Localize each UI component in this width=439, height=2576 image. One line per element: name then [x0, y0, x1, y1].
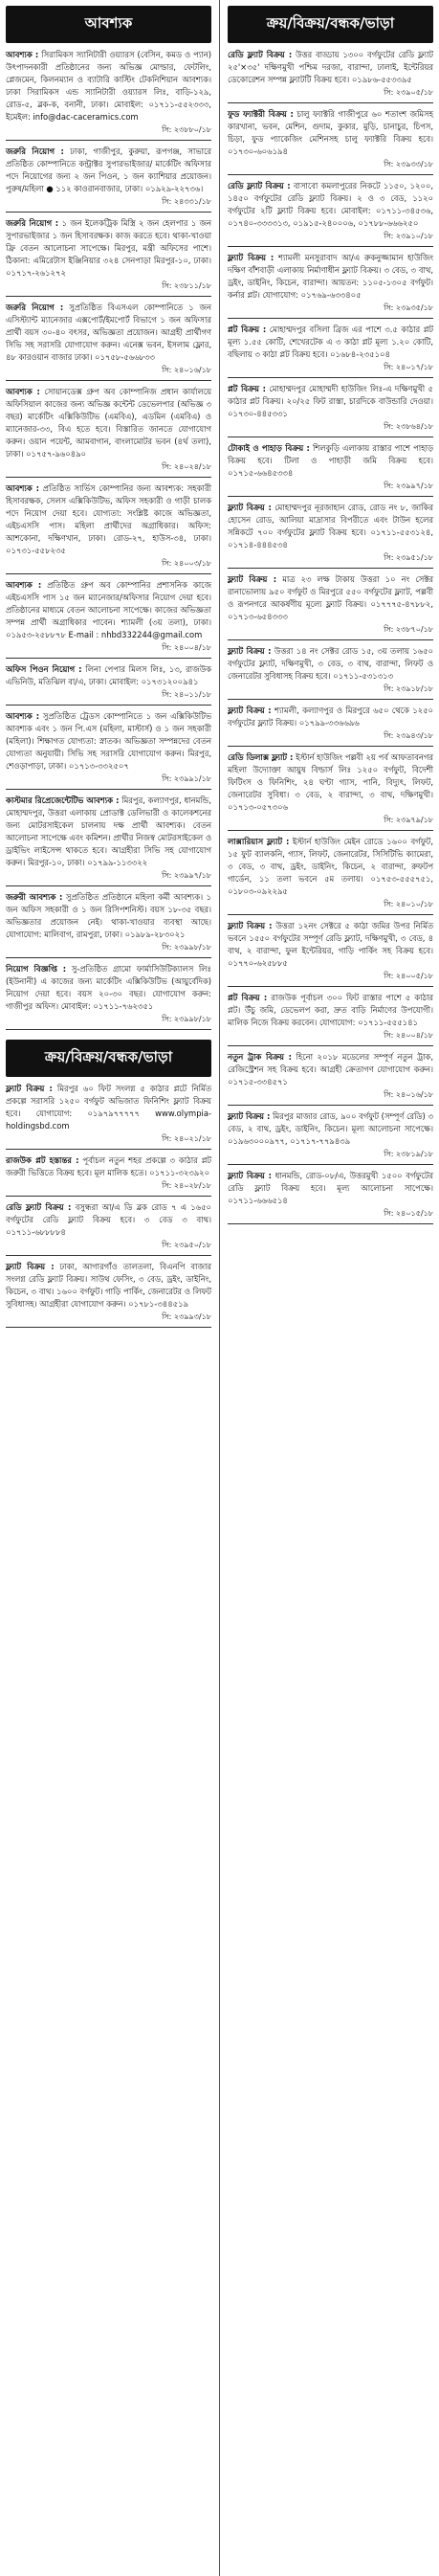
- classified-ad: [228, 383, 433, 437]
- ad-heading: জরুরি নিয়োগ :: [6, 218, 59, 228]
- ad-separator: [228, 699, 433, 700]
- ad-body: সু-প্রতিষ্ঠিত গ্রামো ফার্মাসিউটিক্যালস লিঃ (ইউনানী) এ কাজের জন্য মার্কেটিং এক্সিকিউটিভ (আয়ুর্বেদিক) নিয়োগ দেয়া হবে। বয়স ২০-৩০ বছর। যোগাযোগ করুন: গাজীপুর অফিস। মোবাইল: ০১৭১১-৭৬২৩৫১: [6, 964, 211, 1011]
- ad-heading: ফ্ল্যাট বিক্রয় :: [228, 503, 272, 512]
- buy-sell-ads-list-left: [6, 1083, 211, 1328]
- ad-separator: [6, 212, 211, 213]
- ad-text: [228, 705, 433, 729]
- ad-code: সি: ২৩৯১০/১৮: [384, 232, 433, 240]
- classified-ad: [6, 482, 211, 574]
- ad-body: রাজউক পূর্বাচল ৩০০ ফিট রাস্তার পাশে ৫ কাঠার প্লট। উঁচু জমি, ডেভেলপ করা, দ্রুত বাড়ি নির্মাণের উপযোগী। মালিক নিজে বিক্রয় করবেন। যোগাযোগ: ০১৭১১-৫৫৫১৪১: [228, 993, 433, 1027]
- ad-text: [228, 751, 433, 814]
- section-header-buy-sell-right: ক্রয়/বিক্রয়/বন্ধক/ভাড়া: [228, 6, 433, 43]
- ad-separator: [6, 380, 211, 381]
- ad-code: সি: ২৩৯৯৭/১৮: [162, 871, 211, 880]
- ad-separator: [228, 496, 433, 497]
- ad-heading: আবশ্যক :: [6, 50, 39, 59]
- classified-ad: [6, 217, 211, 297]
- ad-text: [228, 252, 433, 302]
- ad-separator: [6, 957, 211, 958]
- classified-ad: [228, 1110, 433, 1165]
- ad-text: [228, 49, 433, 86]
- classified-ad: [228, 49, 433, 103]
- ad-heading: আবশ্যক :: [6, 483, 39, 493]
- classified-ad: [228, 442, 433, 497]
- ad-code: সি: ২৪০১৬/১৮: [384, 1090, 433, 1099]
- ad-code: সি: ২৪০১৫/১৮: [384, 1209, 433, 1218]
- ad-body: প্রতিষ্ঠিত গ্রুপ অব কোম্পানির প্রশাসনিক কাজে এইচএসসি পাস ১৫ জন ম্যানেজার/অফিসার নিয়োগ দেয়া হবে। প্রতিষ্ঠানের মাধ্যমে বেতন আলোচনা সাপেক্ষে। কাজের অভিজ্ঞতা সম্পন্ন প্রার্থী অগ্রাধিকার পাবেন। শ্যামলী (৩য় তলা), ঢাকা। ০১৯৫৩-২৫৮৮৭৮ E-mail : nhbd332244@gmail.com: [6, 580, 211, 639]
- ad-heading: জরুরি নিয়োগ :: [6, 146, 64, 156]
- ad-code: সি: ২৩৯৩৫/১৮: [384, 303, 433, 312]
- ad-separator: [228, 830, 433, 831]
- ad-separator: [6, 789, 211, 790]
- ad-body: ইস্টার্ন হাউজিং মেইন রোডে ১৬০০ বর্গফুট, ১৫ ফুট ব্যালকনি, গ্যাস, লিফট, জেনারেটর, সিসিটিভি ক্যামেরা, ৩ বেড, ৩ বাথ, ড্রইং, ডাইনিং, কিচেন, ২ বারান্দা, রুফটপ গার্ডেন, ১১ তলা ভবনে ৫ম তলায়। ০১৭৫৩-৫৫৫৭৫১, ০১৮০৩-০৯২২৯৫: [228, 837, 433, 896]
- ad-code: সি: ২৪০১১/১৮: [162, 690, 211, 699]
- ad-text: [228, 383, 433, 420]
- ad-heading: ফ্ল্যাট বিক্রয় :: [6, 1262, 55, 1271]
- ad-text: [228, 1170, 433, 1207]
- classified-ad: [6, 146, 211, 213]
- ad-heading: ফ্ল্যাট বিক্রয় :: [228, 646, 272, 656]
- ad-code: সি: ২৪০০৪/১৮: [162, 643, 211, 652]
- ad-text: [6, 1083, 211, 1132]
- classified-ad: [228, 992, 433, 1046]
- ad-text: [6, 710, 211, 773]
- ad-text: [228, 992, 433, 1029]
- ad-code: সি: ২৩৯৯১/১৮: [162, 774, 211, 783]
- ad-text: [6, 795, 211, 869]
- ad-separator: [228, 639, 433, 640]
- classified-ad: [6, 1154, 211, 1197]
- ad-heading: টোকাই ও পাহাড় বিক্রয় :: [228, 443, 310, 453]
- ad-body: হিনো ২০১৮ মডেলের সম্পূর্ণ নতুন ট্রাক, রেজিস্ট্রেশন সহ বিক্রয় হবে। আগ্রহী ক্রেতাগণ যোগাযোগ করুন। ০১৭১৫-৩৩৪৫৭১: [228, 1052, 433, 1086]
- ad-code: সি: ২৩৮১১/১৮: [162, 281, 211, 290]
- ad-code: সি: ২৪০০৩/১৮: [162, 559, 211, 568]
- ad-code: সি: ২৩৯৫০/১৮: [162, 1241, 211, 1249]
- ad-text: [6, 1261, 211, 1310]
- ad-separator: [228, 568, 433, 569]
- ad-text: [228, 1110, 433, 1148]
- ad-text: [6, 1201, 211, 1239]
- ad-heading: অফিস পিওন নিয়োগ :: [6, 664, 82, 674]
- ad-heading: লাক্সারিয়াস ফ্ল্যাট :: [228, 837, 290, 846]
- ad-heading: কাস্টমার রিপ্রেজেন্টেটিভ আবশ্যক :: [6, 795, 120, 805]
- ad-separator: [6, 573, 211, 574]
- ad-text: [228, 1051, 433, 1088]
- ad-text: [6, 663, 211, 688]
- ad-separator: [6, 477, 211, 478]
- ad-code: সি: ২৩৮৮০/১৮: [162, 125, 211, 134]
- ad-separator: [228, 986, 433, 987]
- ad-body: ১ জন ইলেকট্রিক মিস্ত্রি ২ জন হেলপার ১ জন সুপারভাইজার ১ জন হিসাবরক্ষক। কাজ করতে হবে। থাকা-খাওয়া ফ্রি বেতন আলোচনা সাপেক্ষে। মিরপুর, মন্ত্রী অফিসের পাশে। ঠিকানা: এমিরেটাস ইঞ্জিনিয়ার ৩২৪ সেনপাড়া মিরপুর-১০, ঢাকা। ০১৭১৭-২৬১২৭২: [6, 218, 212, 278]
- buy-sell-ads-list-right: [228, 49, 433, 1224]
- ad-heading: জরুরী আবশ্যক :: [6, 892, 63, 902]
- ad-code: সি: ২৪০১৭/১৮: [384, 363, 433, 371]
- ad-code: সি: ২৩৯৯৭/১৮: [384, 482, 433, 490]
- ad-separator: [6, 705, 211, 706]
- ad-heading: ফ্ল্যাট বিক্রয় :: [228, 1171, 273, 1180]
- ad-heading: প্লট বিক্রয় :: [228, 384, 266, 393]
- classified-ad: [6, 1201, 211, 1256]
- ad-heading: রেডি ফ্ল্যাট বিক্রয় :: [6, 1202, 72, 1212]
- ad-separator: [6, 296, 211, 297]
- ad-separator: [6, 1255, 211, 1256]
- ad-text: [228, 920, 433, 970]
- classified-ad: [6, 891, 211, 958]
- classified-ad: [6, 49, 211, 141]
- ad-code: সি: ২৪০২৪/১৮: [162, 462, 211, 471]
- ad-text: [228, 502, 433, 551]
- ad-body: চালু ফ্যাক্টরি গাজীপুরে ৬০ শতাংশ জমিসহ কারখানা, ভবন, মেশিন, গুদাম, কুকার, মুড়ি, চানাচুর, চিপস, চিড়া, ফুড প্যাকেজিং মেশিনসহ চালু ফ্যাক্টরি বিক্রয় হবে। ০১৭৩০-৬০৬১৯৪: [228, 109, 433, 156]
- ad-body: বাসাবো কমলাপুরের নিকটে ১১৫০, ১২০০, ১৪৫০ বর্গফুটের রেডি ফ্ল্যাট বিক্রয়। ২ ও ৩ বেড, ১১২০ বর্গফুটের ২টি ফ্ল্যাট বিক্রয় হবে। মোবাইল: ০১৭১১-৩৪৫৩৬, ০১৭৪০-৩৩৩৩১৩, ০১৯১৫-২৪০০০৬, ০১৭৮৮-৬৬৬২৫০: [228, 181, 433, 228]
- ad-text: [228, 836, 433, 898]
- classified-ad: [228, 705, 433, 747]
- ad-heading: ফ্ল্যাট বিক্রয় :: [228, 921, 273, 930]
- ad-code: সি: ২৪০২১/১৮: [162, 1134, 211, 1143]
- classified-ad: [228, 324, 433, 378]
- ad-heading: রেডি ডিলাক্স ফ্ল্যাট :: [228, 752, 294, 762]
- ad-code: সি: ২৩৯১৮/১৮: [384, 684, 433, 693]
- ad-separator: [6, 1327, 211, 1328]
- ad-heading: প্লট বিক্রয় :: [228, 325, 267, 334]
- ad-heading: ফুড ফ্যাক্টরী বিক্রয় :: [228, 109, 294, 119]
- wanted-ads-list: [6, 49, 211, 1030]
- ad-code: সি: ২৩৯৯৩/১৮: [162, 1312, 211, 1321]
- left-column: [6, 6, 211, 1333]
- ad-heading: আবশ্যক :: [6, 711, 40, 721]
- classified-ad: [6, 579, 211, 659]
- ad-body: সোয়ানডেক্স গ্রুপ অব কোম্পানিজ প্রধান কার্যালয়ে অফিসিয়াল কাজের জন্য অভিজ্ঞ কন্টেন্ট ডেভেলপার (অভিজ্ঞ ৩ বছর) মার্কেটিং এক্সিকিউটিভ (এমবিএ), এডমিন (এমবিএ) ও ম্যানেজার-৩৩, বিএ হতে হবে। বিস্তারিত জানতে যোগাযোগ করুন। ওয়ান পয়েন্ট, আমবাগান, বাংলামোটর ভবন (৪র্থ তলা), ঢাকা। ০১৭৫৭-৯৬০৪৯০: [6, 387, 211, 459]
- ad-body: ধানমন্ডি, রোড-০৮/এ, উত্তরমুখী ১৫০০ বর্গফুটের রেডি ফ্ল্যাট বিক্রয় হবে। মূল্য আলোচনা সাপেক্ষে। ০১৭১১-৬৬৬৫১৪: [228, 1171, 433, 1205]
- ad-body: ঢাকা, গাজীপুর, কুরুয়া, রূপগঞ্জ, সাভারে প্রতিষ্ঠিত কোম্পানিতে কন্ট্রাক্টর সুপারভাইজার/ মার্কেটিং অফিসার পদে নিয়োগের জন্য ২ জন পিওন, ১ জন ক্যাশিয়ার প্রয়োজন। পুরুষ/মহিলা ● ১১২ কাওরানবাজার, ঢাকা। ০১৯২৯-২২৭৩৬।: [6, 146, 211, 193]
- ad-heading: রেডি ফ্ল্যাট বিক্রয় :: [228, 181, 291, 190]
- classified-ad: [228, 645, 433, 700]
- ad-separator: [228, 318, 433, 319]
- ad-body: সিরামিকস স্যানিটারী ওয়্যারস (বেসিন, কমড ও প্যান) উৎপাদনকারী প্রতিষ্ঠানের জন্য অভিজ্ঞ মোল্ডার, ফেটলিং, প্লেজমেন, কিলনম্যান ও ব্যাটারি কাস্টিং টেকনিশিয়ান আবশ্যক। ঢাকা সিরামিকস এন্ড স্যানিটারী ওয়্যারস লিঃ, বাড়ি-১২৯, রোড-৫, ব্লক-ক, বনানী, ঢাকা। মোবাইল: ০১৭১১-৫৫২৩৩৩, ইমেইল: info@dac-caceramics.com: [6, 50, 211, 122]
- column-divider: [219, 0, 220, 2576]
- ad-body: উত্তরা ১৪ নং সেক্টর রোড ১৫, ৩য় তলায় ১৬৫০ বর্গফুটের ফ্ল্যাট, দক্ষিণমুখী, ৩ বেড, ৩ বাথ, বারান্দা, লিফট ও জেনারেটর সুবিধাসহ বিক্রয় হবে। ০১৭১১-৫৩১৩১৩: [228, 646, 434, 681]
- ad-separator: [228, 246, 433, 247]
- ad-body: পূর্বাচল নতুন শহর প্রকল্পে ৩ কাঠার প্লট জরুরী ভিত্তিতে বিক্রয় হবে। মূল মালিক হতে। ০১৭১১-৩২৩৯২০: [6, 1155, 211, 1177]
- classified-ad: [6, 663, 211, 706]
- ad-separator: [228, 377, 433, 378]
- ad-body: লিনা পেপার মিলস লিঃ, ১৩, রাজউক এভিনিউ, মতিঝিল বা/এ, ঢাকা। মোবাইল: ০১৭৩১২০০৯৪১: [6, 664, 211, 686]
- ad-text: [228, 108, 433, 158]
- ad-text: [6, 1154, 211, 1179]
- section-header-wanted: আবশ্যক: [6, 6, 211, 43]
- ad-text: [228, 573, 433, 623]
- classified-ad: [228, 836, 433, 915]
- classified-ad: [228, 1170, 433, 1224]
- ad-text: [6, 146, 211, 195]
- ad-heading: জরুরি নিয়োগ :: [6, 302, 64, 312]
- classified-ad: [6, 1083, 211, 1150]
- ad-text: [6, 217, 211, 280]
- ad-code: সি: ২৩৯৩৩/১৮: [384, 160, 433, 168]
- ad-heading: নিয়োগ বিজ্ঞপ্তি :: [6, 964, 67, 974]
- ad-code: সি: ২৪০০৫/১৮: [384, 972, 433, 980]
- ad-body: উত্তর বাড্ডায় ১৩০০ বর্গফুটের রেডি ফ্ল্যাট ২৫'×৩৫' দক্ষিণমুখী পশ্চিম দরজা, বারান্দা, ঢালাই, ইন্টেরিয়র ডেকোরেশন সম্পন্ন ফ্ল্যাটটি বিক্রয় হবে। ০১৯৮৬-৫৫৩৩৯৫: [228, 50, 433, 84]
- classified-ad: [6, 1261, 211, 1328]
- ad-separator: [6, 658, 211, 659]
- ad-separator: [228, 1164, 433, 1165]
- ad-separator: [6, 1149, 211, 1150]
- ad-body: মিরপুর ৬০ ফিট সংলগ্ন ৫ কাঠার প্লটে নির্মিত প্রকল্পে সরাসরি ১২৫০ বর্গফুট অভিজাত ফিনিশিং ফ্ল্যাট বিক্রয় হবে। যোগাযোগ: ০১৯৭৯৭৭৭৭৭ www.olympia-holdingsbd.com: [6, 1084, 211, 1131]
- ad-text: [6, 482, 211, 557]
- ad-code: সি: ২৩৮১৯/১৮: [384, 1150, 433, 1158]
- ad-text: [228, 180, 433, 230]
- ad-separator: [6, 1029, 211, 1030]
- classified-ad: [228, 108, 433, 175]
- ad-body: মাত্র ২৩ লক্ষ টাকায় উত্তরা ১০ নং সেক্টর রানাভোলায় ৯৫০ বর্গফুট ও মিরপুরে ৫৫০ বর্গফুটের ফ্ল্যাট, পল্লবী ও রূপনগরে আকর্ষণীয় মূল্যে ফ্ল্যাট বিক্রয়। ০১৭৭৭৫-৪৭৮৮২, ০১৭১৩-৬৫৪৩৩৩: [228, 574, 433, 621]
- ad-separator: [228, 746, 433, 747]
- classified-ad: [228, 920, 433, 987]
- ad-text: [6, 302, 211, 364]
- ad-heading: ফ্ল্যাট বিক্রয় :: [228, 253, 274, 262]
- ad-heading: ফ্ল্যাট বিক্রয় :: [6, 1084, 53, 1093]
- ad-separator: [6, 1196, 211, 1197]
- ad-text: [6, 386, 211, 460]
- ad-code: সি: ২৪৩৩১/১৮: [162, 197, 211, 206]
- ad-text: [6, 963, 211, 1013]
- ad-body: বসুন্ধরা আ/এ ডি ব্লক রোড ৭ এ ১৬৫০ বর্গফুটের রেডি ফ্ল্যাট বিক্রয় হবে। ৩ বেড ৩ বাথ। ০১৭১১-৬৮৮৮৮৪: [6, 1202, 211, 1237]
- classified-ad: [6, 963, 211, 1030]
- ad-heading: রেডি ফ্ল্যাট বিক্রয় :: [228, 50, 293, 59]
- classified-ad: [228, 502, 433, 569]
- ad-separator: [228, 1045, 433, 1046]
- ad-text: [228, 324, 433, 361]
- ad-body: মিরপুর মাজার রোড, ৯০০ বর্গফুট (সম্পূর্ণ রেডি) ৩ বেড, ২ বাথ, ড্রইং, ডাইনিং, কিচেন। মূল্য আলোচনা সাপেক্ষে। ০১৯৬৩০০০৯৭৭, ০১৭১৭-৭৭৯৪৩৯: [228, 1111, 433, 1146]
- classified-ad: [6, 386, 211, 478]
- classified-ad: [228, 751, 433, 831]
- ad-code: সি: ২৪০১৬/১৮: [162, 366, 211, 374]
- ad-text: [6, 891, 211, 941]
- ad-body: শিলকুড়ি এলাকায় রাস্তার পাশে পাহাড় বিক্রয় হবে। টিলা ও পাহাড়ী জমি বিক্রয় হবে। ০১৭১৫-৬৬৪৫৩৩৪: [228, 443, 433, 478]
- ad-separator: [228, 102, 433, 103]
- ad-code: সি: ২৪০২৮/১৮: [162, 1181, 211, 1190]
- classified-ad: [228, 1051, 433, 1106]
- ad-text: [228, 645, 433, 683]
- classified-ad: [6, 710, 211, 790]
- ad-text: [6, 579, 211, 641]
- section-header-buy-sell: ক্রয়/বিক্রয়/বন্ধক/ভাড়া: [6, 1040, 211, 1077]
- classified-ad: [228, 573, 433, 640]
- ad-body: শ্যামলী, কল্যাণপুর ও মিরপুরে ৬৫০ থেকে ১২৫০ বর্গফুটের ফ্ল্যাট বিক্রয়। ০১৭৯৯-৩৩৬৬৯৬: [228, 706, 433, 728]
- ad-separator: [228, 1105, 433, 1106]
- ad-code: সি: ২৩৯৯৮/১৮: [162, 1015, 211, 1023]
- ad-body: সুপ্রতিষ্ঠিত বিএসএল কোম্পানিতে ১ জন এসিস্ট্যান্ট ম্যানেজার এক্সপোর্ট/ইমপোর্ট বিভাগে ১ জন অফিসার প্রার্থী বয়স ৩০-৪০ বৎসর, অভিজ্ঞতা প্রয়োজন। আগ্রহী প্রার্থীগণ সিভি সহ সরাসরি যোগাযোগ করুন। এনেক্স ভবন, ইসলাম ফ্লোর, ৪৮ কারওয়ান বাজার ঢাকা। ০১৭৫৮-৫৬৬৮৩৩: [6, 302, 211, 362]
- ad-heading: প্লট বিক্রয় :: [228, 993, 268, 1002]
- ad-heading: ফ্ল্যাট বিক্রয় :: [228, 706, 272, 715]
- ad-body: ঢাকা, আগারগাঁও তালতলা, বিএনপি বাজার সংলগ্ন রেডি ফ্ল্যাট বিক্রয়। সাউথ ফেসিং, ৩ বেড, ড্রইং, ডাইনিং, কিচেন, ৩ বাথ। ১৬০০ বর্গফুট। গাড়ি পার্কিং, জেনারেটর ও লিফট সুবিধাসহ। আগ্রহীরা যোগাযোগ করুন। ০১৭৮১-৩৪৪৫১৯: [6, 1262, 211, 1309]
- ad-text: [228, 442, 433, 480]
- ad-body: সুপ্রতিষ্ঠিত ট্রেডস কোম্পানিতে ১ জন এক্সিকিউটিভ আবশ্যক এবং ১ জন পি.এস (মহিলা, মাস্টার্স) ও ১ জন সহকারী (মহিলা)। শিক্ষাগত যোগ্যতা: স্নাতক। অভিজ্ঞতা সম্পন্নদের বেতন যোগ্যতা অনুযায়ী। সিভি সহ সরাসরি যোগাযোগ করুন। মিরপুর, শেওড়াপাড়া, ঢাকা। ০১৭১৩-৩৩২৫০৭: [6, 711, 211, 771]
- ad-body: উত্তরা ১২নং সেক্টরে ৫ কাঠা জমির উপর নির্মিত ভবনে ১৫৫০ বর্গফুটের সম্পূর্ণ রেডি ফ্ল্যাট, দক্ষিণমুখী, ৩ বেড, ৪ বাথ, ২ বারান্দা, ফুল ইন্টেরিয়র, গাড়ি পার্কিং সহ বিক্রয় হবে। ০১৭৭০-৬২৫৮৮৫: [228, 921, 433, 968]
- ad-code: সি: ২৩৮৬৪/১৮: [384, 422, 433, 431]
- ad-body: মোহাম্মদপুর বসিলা ব্রিজ এর পাশে ৩.৫ কাঠার প্লট মূল্য ১.৫৫ কোটি, শেখেরটেক এ ৩ কাঠা প্লট মূল্য ১.২০ কোটি, বছিলায় ৩ কাঠা প্লট বিক্রয় হবে। ০১৬৮৪-২৩৫১০৪: [228, 325, 433, 359]
- classified-ad: [6, 302, 211, 381]
- ad-body: মোহাম্মদপুর নূরজাহান রোড, রোড নং ৮, জাকির হোসেন রোড, আলিয়া মাদ্রাসার বিপরীতে এবং টাউন হলের সন্নিকটে ৭০০ বর্গফুটের ফ্ল্যাট বিক্রয় হবে। ০১৭১১-৫৫৩১২৪, ০১৭১৪-৪৪৪৫৩৪: [228, 503, 434, 549]
- classified-ad: [228, 252, 433, 319]
- ad-body: প্রতিষ্ঠিত সার্ভিস কোম্পানির জন্য আবশ্যক: সহকারী হিসাবরক্ষক, সেলস এক্সিকিউটিভ, অফিস সহকারী ও গাড়ী চালক পদে নিয়োগ দেয়া হবে। যোগ্যতা: সংশ্লিষ্ট কাজে অভিজ্ঞতা, এইচএসসি পাস। মহিলা প্রার্থীদের অগ্রাধিকার। অফিস: আশকোনা, দক্ষিণখান, ঢাকা। রোড-২৭, হাউস-৩৪, ঢাকা। ০১৭৩১-৫৫৮২৩৫: [6, 483, 211, 555]
- ad-separator: [6, 140, 211, 141]
- ad-separator: [228, 174, 433, 175]
- ad-separator: [6, 885, 211, 886]
- ad-separator: [228, 914, 433, 915]
- ad-body: মিরপুর, কল্যাণপুর, ধানমন্ডি, মোহাম্মদপুর, উত্তরা এলাকায় প্রোডাক্ট ডেলিভারী ও কালেকশনের জন্য মোটরসাইকেল চালনায় দক্ষ প্রার্থী আবশ্যক। বেতন আলোচনা সাপেক্ষে এবং কমিশন। প্রার্থীর নিজস্ব মোটরসাইকেল ও ড্রাইভিং লাইসেন্স থাকতে হবে। আগ্রহীরা সিভি সহ যোগাযোগ করুন। মিরপুর-১০, ঢাকা। ০১৭৯৯-১১৩৩২২: [6, 795, 211, 867]
- ad-code: সি: ২৩৯৪৩/১৮: [384, 731, 433, 740]
- classified-ad: [228, 180, 433, 247]
- right-column: [228, 6, 433, 1229]
- ad-heading: ফ্ল্যাট বিক্রয় :: [228, 574, 277, 584]
- ad-code: সি: ২৩৮৭০/১৮: [384, 625, 433, 634]
- ad-body: ইস্টার্ন হাউজিং পল্লবী ২য় পর্ব আফতাবনগর মহিলা উদ্যোক্তা আয়ুষ বিল্ডার্স লিঃ ১২৫০ বর্গফুট, বিদেশী ফিটিংস ও ফিনিশিং, ২৪ ঘণ্টা গ্যাস, পানি, বিদ্যুৎ, লিফট, জেনারেটর সুবিধা। ৩ বেড, ২ বারান্দা, ৩ বাথ, দক্ষিণমুখী। ০১৭১৩-০৫৭৩০৬: [228, 752, 433, 812]
- ad-separator: [228, 1223, 433, 1224]
- ad-heading: রাজউক প্লট হস্তান্তর :: [6, 1155, 79, 1165]
- ad-body: সুপ্রতিষ্ঠিত প্রতিষ্ঠানে মহিলা কর্মী আবশ্যক। ১ জন অফিস সহকারী ও ১ জন রিসিপশনিস্ট। বয়স ১৮-৩৫ বছর। অভিজ্ঞতার প্রয়োজন নেই। থাকা-খাওয়ার ব্যবস্থা আছে। যোগাযোগ: মালিবাগ, রামপুরা, ঢাকা। ০১৯৮৯-২৮৩০২১: [6, 892, 211, 939]
- ad-code: সি: ২৩৯০৫/১৮: [384, 88, 433, 97]
- ad-body: শ্যামলী মনসুরাবাদ আ/এ রুকনুজ্জামান হাউজিং দক্ষিণ বাঁশবাড়ী এলাকায় নির্মাণাধীন ফ্ল্যাট বিক্রয়। ৩ বেড, ৩ বাথ, ড্রইং, ডাইনিং, কিচেন, বারান্দা। আয়তন: ১১০৫-১৩০৫ বর্গফুট। কর্নার প্লট। যোগাযোগ: ০১৭৬৯-৬৩৩৪০৫: [228, 253, 433, 300]
- ad-body: মোহাম্মদপুর মোহাম্মদী হাউজিং লিঃ-এ দক্ষিণমুখী ৫ কাঠার প্লট বিক্রয়। ২০/২৫ ফিট রাস্তা, চারদিকে বাউন্ডারি দেওয়া। ০১৭৩০-৪৪৫৩৩১: [228, 384, 433, 418]
- ad-code: সি: ২৩৯৯৮/১৮: [162, 943, 211, 952]
- ad-code: সি: ২৩৯৫১/১৮: [384, 553, 433, 562]
- ad-code: সি: ২৪০১০/১৮: [384, 900, 433, 908]
- ad-code: সি: ২৩৯৭৯/১৮: [384, 816, 433, 824]
- ad-text: [6, 49, 211, 123]
- classified-ad: [6, 795, 211, 886]
- ad-heading: নতুন ট্রাক বিক্রয় :: [228, 1052, 293, 1062]
- ad-heading: আবশ্যক :: [6, 580, 42, 590]
- ad-code: সি: ২৪০০৪/১৮: [384, 1031, 433, 1040]
- ad-heading: ফ্ল্যাট বিক্রয় :: [228, 1111, 271, 1121]
- ad-heading: আবশ্যক :: [6, 387, 40, 396]
